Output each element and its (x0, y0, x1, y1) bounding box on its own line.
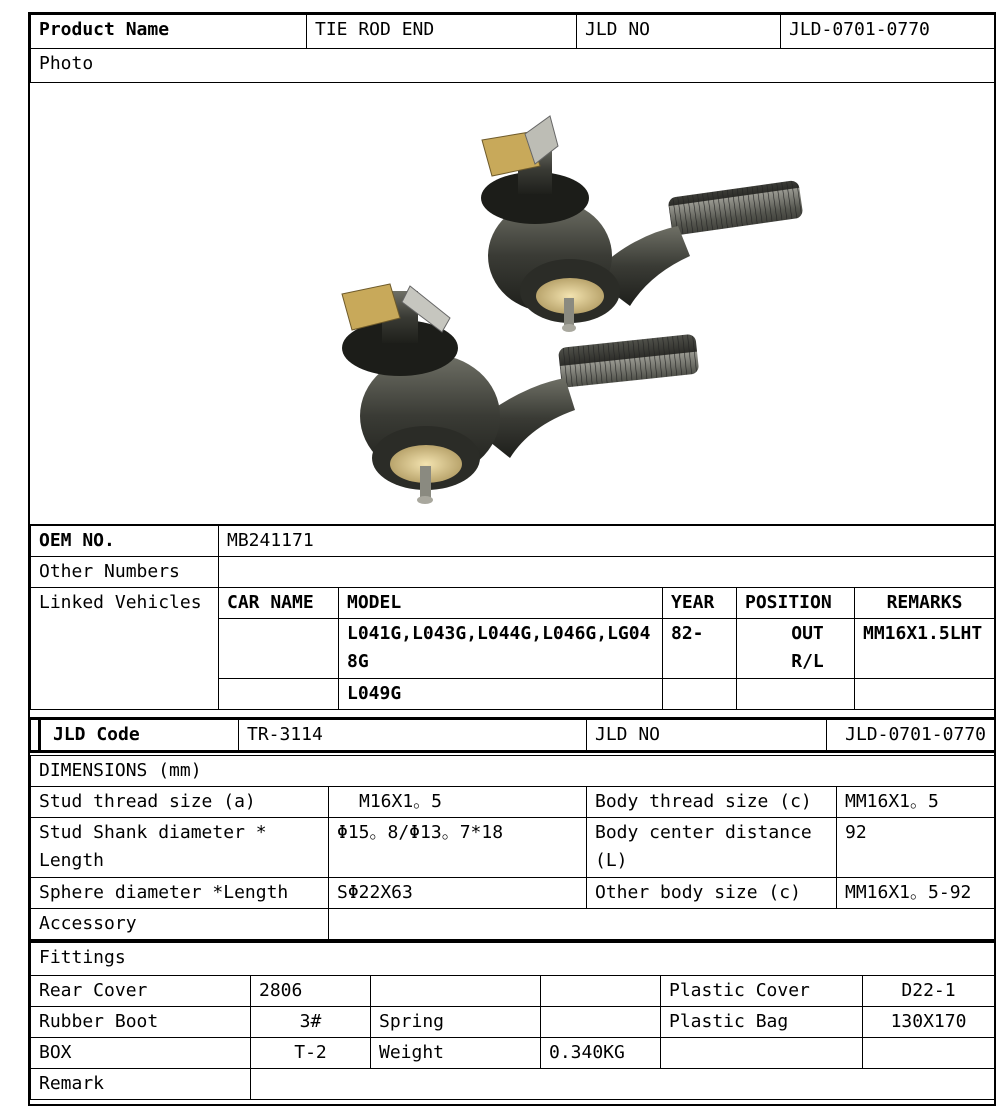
position-header: POSITION (737, 588, 855, 619)
oem-table (30, 525, 995, 710)
product-photo (30, 86, 994, 526)
plastic-cover-label: Plastic Cover (661, 976, 863, 1007)
stud-shank-label: Stud Shank diameter * Length (31, 818, 329, 878)
year-cell (663, 679, 737, 710)
accessory-label: Accessory (31, 909, 329, 940)
photo-label: Photo (31, 49, 995, 83)
remarks-cell: MM16X1.5LHT (855, 619, 995, 679)
model-header: MODEL (339, 588, 663, 619)
tie-rod-end-lower (342, 284, 699, 504)
box-value: T-2 (251, 1038, 371, 1069)
sphere-value: SΦ22X63 (329, 878, 587, 909)
header-table (30, 14, 995, 83)
jld-no-value: JLD-0701-0770 (781, 15, 995, 49)
dimensions-title: DIMENSIONS (mm) (31, 756, 995, 787)
other-numbers-label: Other Numbers (31, 557, 219, 588)
empty-cell (371, 976, 541, 1007)
year-header: YEAR (663, 588, 737, 619)
code-row-accent (38, 717, 41, 753)
weight-value: 0.340KG (541, 1038, 661, 1069)
body-thread-label: Body thread size (c) (587, 787, 837, 818)
oem-label: OEM NO. (31, 526, 219, 557)
body-thread-value: MM16X1。5 (837, 787, 995, 818)
oem-value: MB241171 (219, 526, 995, 557)
product-spec-sheet (28, 12, 996, 1106)
jld-no-label: JLD NO (577, 15, 781, 49)
spring-label: Spring (371, 1007, 541, 1038)
body-center-label: Body center distance (L) (587, 818, 837, 878)
jld-code-label: JLD Code (31, 719, 239, 752)
fittings-table (30, 940, 995, 1100)
rear-cover-label: Rear Cover (31, 976, 251, 1007)
empty-cell (661, 1038, 863, 1069)
position-cell: OUT R/L (737, 619, 855, 679)
stud-thread-label: Stud thread size (a) (31, 787, 329, 818)
product-name-value: TIE ROD END (307, 15, 577, 49)
stud-shank-value: Φ15。8/Φ13。7*18 (329, 818, 587, 878)
linked-vehicles-label: Linked Vehicles (31, 588, 219, 710)
stud-thread-value: M16X1。5 (329, 787, 587, 818)
rear-cover-value: 2806 (251, 976, 371, 1007)
sphere-label: Sphere diameter *Length (31, 878, 329, 909)
empty-cell (541, 976, 661, 1007)
jld-code-table (30, 717, 995, 753)
model-cell: L049G (339, 679, 663, 710)
spring-value (541, 1007, 661, 1038)
remarks-cell (855, 679, 995, 710)
box-label: BOX (31, 1038, 251, 1069)
plastic-bag-label: Plastic Bag (661, 1007, 863, 1038)
rubber-boot-label: Rubber Boot (31, 1007, 251, 1038)
remarks-header: REMARKS (855, 588, 995, 619)
fittings-title: Fittings (31, 942, 995, 976)
empty-cell (863, 1038, 995, 1069)
jld-code-value: TR-3114 (239, 719, 587, 752)
other-body-value: MM16X1。5-92 (837, 878, 995, 909)
plastic-cover-value: D22-1 (863, 976, 995, 1007)
tie-rod-end-upper (481, 116, 803, 332)
car-name-header: CAR NAME (219, 588, 339, 619)
dimensions-table (30, 755, 995, 940)
weight-label: Weight (371, 1038, 541, 1069)
model-cell: L041G,L043G,L044G,L046G,LG048G (339, 619, 663, 679)
car-name-cell (219, 619, 339, 679)
accessory-value (329, 909, 995, 940)
jld-no-label-2: JLD NO (587, 719, 827, 752)
tie-rod-end-image (30, 86, 994, 524)
other-numbers-value (219, 557, 995, 588)
remark-value (251, 1069, 995, 1100)
jld-no-value-2: JLD-0701-0770 (827, 719, 995, 752)
remark-label: Remark (31, 1069, 251, 1100)
position-cell (737, 679, 855, 710)
other-body-label: Other body size (c) (587, 878, 837, 909)
rubber-boot-value: 3# (251, 1007, 371, 1038)
plastic-bag-value: 130X170 (863, 1007, 995, 1038)
year-cell: 82- (663, 619, 737, 679)
car-name-cell (219, 679, 339, 710)
product-name-label: Product Name (31, 15, 307, 49)
body-center-value: 92 (837, 818, 995, 878)
